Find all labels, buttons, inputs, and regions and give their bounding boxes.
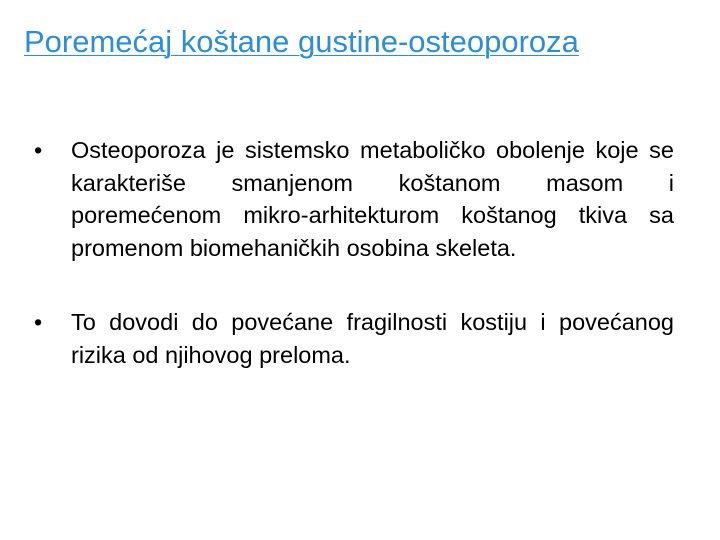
bullet-item-consequence [34,306,674,371]
bullet-list [34,134,674,372]
bullet-item-definition [34,134,674,264]
bullet-icon: • [34,309,43,336]
bullet-text: Osteoporoza je sistemsko metaboličko obolenje koje se karakteriše smanjenom koštanom masom i poremećenom mikro-arhitekturom koštanog tkiva sa promenom biomehaničkih osobina skeleta. [71,137,674,261]
bullet-text: To dovodi do povećane fragilnosti kostiju i povećanog rizika od njihovog preloma. [71,309,674,368]
slide-title: Poremećaj koštane gustine-osteoporoza [24,24,579,59]
bullet-icon: • [34,137,43,163]
